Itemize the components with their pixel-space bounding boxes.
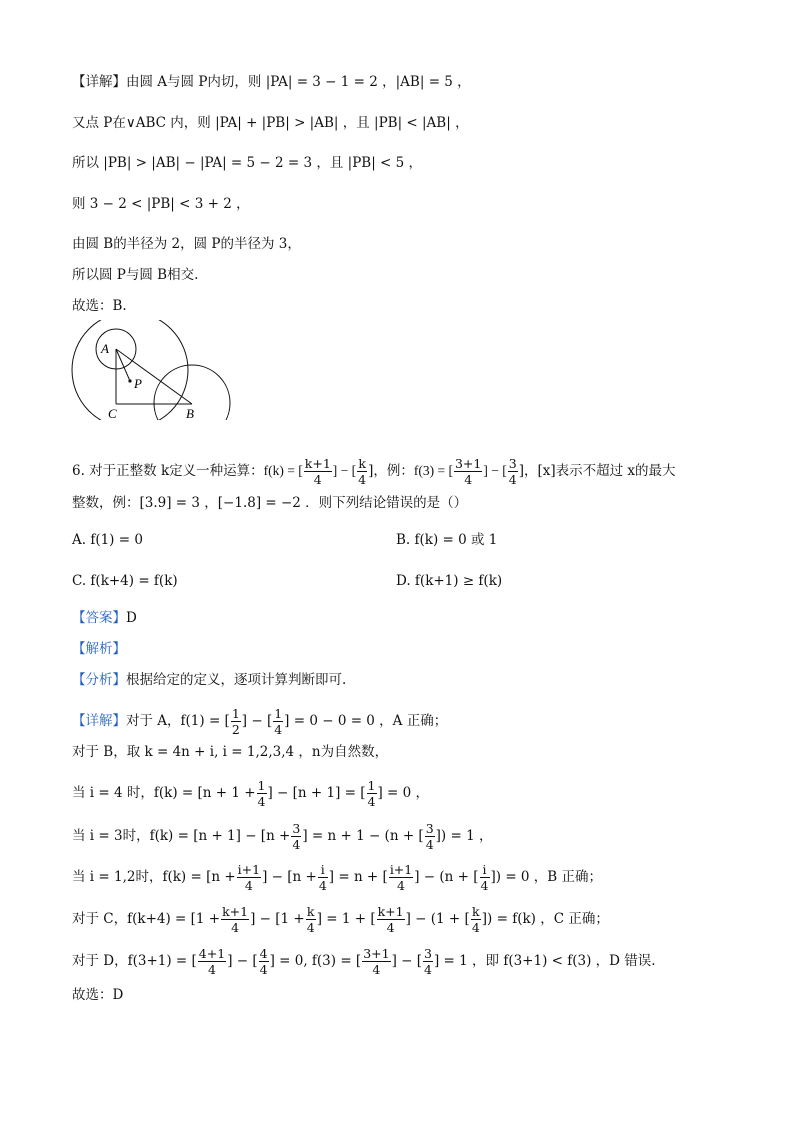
detail-i12-pre: 当 i = 1,2时，f(k) = [n + (72, 869, 236, 885)
detail-i12-den-4: 4 (480, 878, 489, 893)
detail-i3-den-2: 4 (425, 837, 434, 852)
q6-def-f: f(k) = [ (263, 463, 303, 478)
q6-lead: 6. 对于正整数 k定义一种运算： (72, 463, 264, 479)
detail-c-frac-3 (377, 904, 405, 935)
detail-i3-num-1: 3 (292, 821, 301, 836)
detail-i12-num-1: i+1 (237, 862, 261, 877)
detail-c-frac-1 (221, 904, 249, 935)
detail-d-m3: ] − [ (391, 953, 423, 969)
q6-ex-end: ]，[x]表示不超过 x的最大 (518, 463, 676, 479)
detail-c-den-3: 4 (386, 920, 395, 935)
q6-def-frac-1 (304, 456, 332, 487)
detail-c-num-2: k (306, 904, 315, 919)
label-c: C (108, 406, 117, 420)
detail-line-3: 所以 |PB| > |AB| − |PA| = 5 − 2 = 3 ，且 |PB| < 5 ， (72, 155, 423, 171)
answer-line (72, 608, 137, 628)
q6-ex-f: f(3) = [ (413, 463, 453, 478)
detail-a-frac-1 (231, 706, 241, 737)
detail-i4-frac-1 (257, 778, 267, 809)
detail-d-line (72, 946, 656, 977)
detail-d-num-2: 4 (259, 946, 268, 961)
detail-d-end: ] = 1 ，即 f(3+1) < f(3) ，D 错误. (433, 953, 656, 969)
detail-d-frac-3 (362, 946, 390, 977)
detail-i12-frac-2 (318, 862, 328, 893)
detail-i3-line (72, 821, 492, 852)
detail-a-num-1: 1 (231, 706, 240, 721)
q6-ex-den-1: 4 (464, 472, 473, 487)
detail-c-num-1: k+1 (222, 904, 249, 919)
detail-line-6: 所以圆 P与圆 B相交. (72, 267, 199, 283)
detail-c-num-4: k (472, 904, 480, 919)
detail-i12-m1: ] − [n + (262, 869, 317, 885)
jiexi-line (72, 639, 126, 659)
detail-d-frac-2 (259, 946, 269, 977)
detail-tag: 【详解】 (72, 713, 126, 729)
detail-i3-mid: ] = n + 1 − (n + [ (302, 828, 424, 844)
option-c: C. f(k+4) = f(k) (72, 573, 178, 589)
q6-line-2: 整数，例：[3.9] = 3 ，[−1.8] = −2 ．则下列结论错误的是（） (72, 495, 468, 511)
detail-c-den-2: 4 (306, 920, 315, 935)
q6-def-frac-2 (357, 456, 367, 487)
detail-d-pre: 对于 D，f(3+1) = [ (72, 953, 197, 969)
detail-line-2: 又点 P在∨ABC 内，则 |PA| + |PB| > |AB| ，且 |PB| < |AB| ， (72, 115, 469, 131)
detail-a-end: ] = 0 − 0 = 0 ，A 正确； (284, 713, 448, 729)
detail-c-num-3: k+1 (377, 904, 404, 919)
detail-i3-end: ]) = 1 ， (435, 828, 493, 844)
q6-def-mid: ] − [ (332, 463, 357, 478)
detail-d-num-4: 3 (424, 946, 432, 961)
q6-ex-num-2: 3 (508, 456, 517, 471)
detail-d-den-1: 4 (208, 962, 216, 977)
detail-d-den-2: 4 (259, 962, 268, 977)
q6-def-den-1: 4 (313, 472, 322, 487)
q6-ex-frac-1 (454, 456, 482, 487)
detail-i4-end: ] = 0 ， (377, 785, 430, 801)
jiexi-tag: 【解析】 (72, 641, 126, 657)
detail-a-mid: ] − [ (241, 713, 273, 729)
detail-line-5: 由圆 B的半径为 2，圆 P的半径为 3， (72, 236, 301, 252)
detail-i12-den-2: 4 (318, 878, 327, 893)
detail-i4-num-2: 1 (367, 778, 376, 793)
q6-ex-den-2: 4 (508, 472, 517, 487)
detail-c-m2: ] = 1 + [ (316, 911, 376, 927)
fenxi-line (72, 670, 346, 690)
detail-line-7: 故选：B. (72, 298, 127, 314)
detail-i12-end: ]) = 0 ，B 正确； (490, 869, 603, 885)
option-d: D. f(k+1) ≥ f(k) (396, 573, 503, 589)
detail-a-den-2: 4 (274, 722, 283, 737)
q6-ex-frac-2 (508, 456, 518, 487)
detail-c-frac-2 (306, 904, 316, 935)
option-a: A. f(1) = 0 (72, 532, 143, 548)
fenxi-text: 根据给定的定义，逐项计算判断即可. (126, 672, 347, 688)
detail-i12-line (72, 862, 602, 893)
answer-value: D (126, 610, 137, 626)
detail-a-line (72, 706, 447, 737)
detail-i4-den-1: 4 (257, 794, 266, 809)
detail-d-frac-1 (198, 946, 226, 977)
label-b: B (186, 406, 194, 420)
point-p (128, 379, 131, 382)
detail-i12-den-1: 4 (244, 878, 253, 893)
detail-d-den-3: 4 (372, 962, 381, 977)
detail-a-num-2: 1 (274, 706, 283, 721)
q6-line-1 (72, 456, 676, 487)
detail-c-pre: 对于 C，f(k+4) = [1 + (72, 911, 221, 927)
q6-def-num-1: k+1 (304, 456, 331, 471)
label-p: P (134, 376, 142, 391)
q6-def-end: ]，例： (368, 463, 414, 479)
detail-i3-frac-2 (425, 821, 435, 852)
detail-d-den-4: 4 (424, 962, 432, 977)
fenxi-tag: 【分析】 (72, 672, 126, 688)
detail-a-den-1: 2 (231, 722, 240, 737)
detail-d-m1: ] − [ (227, 953, 258, 969)
detail-d-num-3: 3+1 (363, 946, 390, 961)
q6-ex-num-1: 3+1 (454, 456, 482, 471)
detail-i12-num-4: i (480, 862, 490, 878)
detail-a-frac-2 (273, 706, 283, 737)
detail-i12-frac-4 (480, 862, 490, 893)
detail-i4-num-1: 1 (257, 778, 266, 793)
detail-a-pre: 对于 A，f(1) = [ (126, 713, 230, 729)
detail-c-den-4: 4 (471, 920, 480, 935)
detail-conclusion: 故选：D (72, 987, 124, 1003)
option-b: B. f(k) = 0 或 1 (396, 532, 498, 548)
segment-ab (116, 349, 192, 404)
detail-d-frac-4 (423, 946, 433, 977)
q6-def-num-2: k (358, 456, 366, 471)
detail-c-den-1: 4 (231, 920, 240, 935)
detail-line-1: 【详解】由圆 A与圆 P内切，则 |PA| = 3 − 1 = 2 ，|AB| = 5 ， (72, 74, 471, 90)
detail-b-line: 对于 B，取 k = 4n + i, i = 1,2,3,4 ，n为自然数， (72, 744, 389, 760)
label-a: A (101, 341, 109, 356)
detail-c-line (72, 904, 609, 935)
circles-figure (68, 320, 238, 420)
detail-i3-pre: 当 i = 3时，f(k) = [n + 1] − [n + (72, 828, 291, 844)
detail-d-num-1: 4+1 (198, 946, 226, 961)
detail-i3-num-2: 3 (425, 821, 434, 836)
detail-c-frac-4 (471, 904, 481, 935)
detail-i12-m3: ] − (n + [ (414, 869, 479, 885)
detail-i3-frac-1 (291, 821, 301, 852)
detail-i4-pre: 当 i = 4 时，f(k) = [n + 1 + (72, 785, 256, 801)
detail-i12-den-3: 4 (397, 878, 405, 893)
detail-i12-frac-3 (389, 862, 413, 893)
detail-i12-num-3: i+1 (389, 862, 413, 877)
detail-i12-num-2: i (318, 862, 328, 878)
detail-i4-den-2: 4 (367, 794, 376, 809)
detail-i4-frac-2 (367, 778, 377, 809)
detail-c-m3: ] − (1 + [ (405, 911, 470, 927)
detail-i3-den-1: 4 (292, 837, 301, 852)
answer-tag: 【答案】 (72, 610, 126, 626)
detail-i4-mid: ] − [n + 1] = [ (267, 785, 366, 801)
detail-c-m1: ] − [1 + (250, 911, 305, 927)
detail-i4-line (72, 778, 429, 809)
detail-d-m2: ] = 0, f(3) = [ (269, 953, 362, 969)
detail-i12-m2: ] = n + [ (328, 869, 388, 885)
detail-c-end: ]) = f(k) ，C 正确； (481, 911, 609, 927)
detail-line-4: 则 3 − 2 < |PB| < 3 + 2 ， (72, 196, 250, 212)
q6-def-den-2: 4 (358, 472, 367, 487)
detail-i12-frac-1 (237, 862, 261, 893)
q6-ex-mid: ] − [ (483, 463, 507, 478)
